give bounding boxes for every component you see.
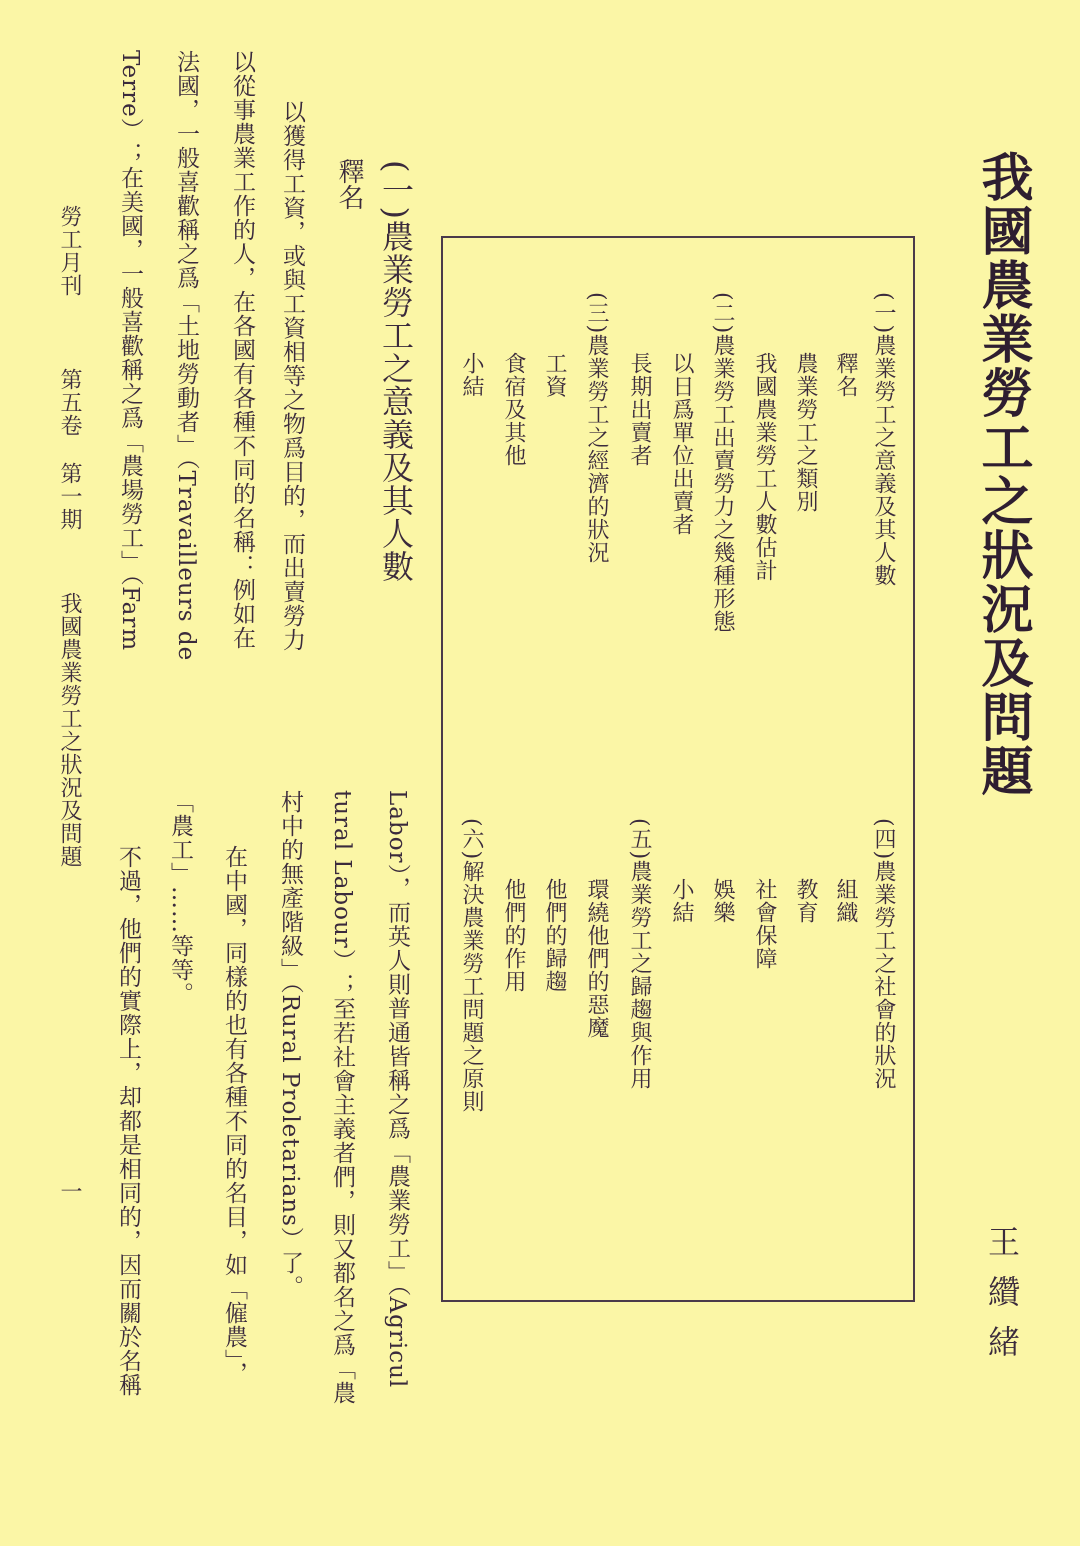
toc-item: 長期出賣者 — [627, 352, 652, 467]
toc-item: 組織 — [833, 878, 858, 924]
body-text-column: 以獲得工資，或與工資相等之物爲目的，而出賣勞力 — [279, 100, 305, 652]
section-heading: (一)農業勞工之意義及其人數 — [377, 160, 415, 583]
subheading: 釋名 — [334, 158, 364, 210]
author-name: 王纘緒 — [983, 1225, 1021, 1375]
toc-item: 釋名 — [833, 352, 858, 398]
toc-item: (六)解決農業勞工問題之原則 — [459, 818, 484, 1114]
body-text-column: 「農工」……等等。 — [167, 790, 193, 1006]
toc-item: 娛樂 — [710, 878, 735, 924]
toc-item: (二)農業勞工出賣勞力之幾種形態 — [710, 292, 735, 634]
toc-item: (五)農業勞工之歸趨與作用 — [627, 818, 652, 1091]
page-number: 一 — [57, 1180, 82, 1203]
toc-item: (四)農業勞工之社會的狀況 — [871, 818, 896, 1091]
toc-item: 以日爲單位出賣者 — [669, 352, 694, 536]
body-text-column: 法國，一般喜歡稱之爲「土地勞動者」（Travailleurs de — [173, 50, 199, 662]
body-text-column: tural Labour）；至若社會主義者們，則又都名之爲「農 — [329, 790, 355, 1405]
toc-item: 教育 — [793, 878, 818, 924]
body-text-column: 在中國，同樣的也有各種不同的名目，如「僱農」， — [221, 845, 247, 1386]
journal-name: 勞工月刊 — [57, 205, 82, 297]
body-text-column: 不過，他們的實際上，却都是相同的，因而關於名稱 — [115, 845, 141, 1397]
toc-item: 小結 — [669, 878, 694, 924]
body-text-column: 村中的無產階級」（Rural Proletarians）了。 — [277, 790, 303, 1299]
toc-item: 社會保障 — [752, 878, 777, 970]
body-text-column: Labor），而英人則普通皆稱之爲「農業勞工」（Agricul — [384, 790, 410, 1389]
toc-item: (三)農業勞工之經濟的狀況 — [584, 292, 609, 565]
running-title: 我國農業勞工之狀況及問題 — [57, 592, 82, 868]
toc-item: 小結 — [459, 352, 484, 398]
toc-item: 他們的歸趨 — [542, 878, 567, 993]
toc-item: 食宿及其他 — [501, 352, 526, 467]
toc-item: 他們的作用 — [501, 878, 526, 993]
journal-issue: 第一期 — [57, 462, 82, 531]
body-text-column: 以從事農業工作的人，在各國有各種不同的名稱：例如在 — [229, 50, 255, 650]
body-text-column: Terre）；在美國，一般喜歡稱之爲「農場勞工」（Farm — [117, 50, 143, 652]
page-title: 我國農業勞工之狀況及問題 — [972, 150, 1033, 798]
toc-item: 環繞他們的惡魔 — [584, 878, 609, 1039]
journal-volume: 第五卷 — [57, 368, 82, 437]
toc-item: 我國農業勞工人數估計 — [752, 352, 777, 582]
toc-item: 農業勞工之類別 — [793, 352, 818, 513]
toc-item: (一)農業勞工之意義及其人數 — [871, 292, 896, 588]
toc-item: 工資 — [542, 352, 567, 398]
